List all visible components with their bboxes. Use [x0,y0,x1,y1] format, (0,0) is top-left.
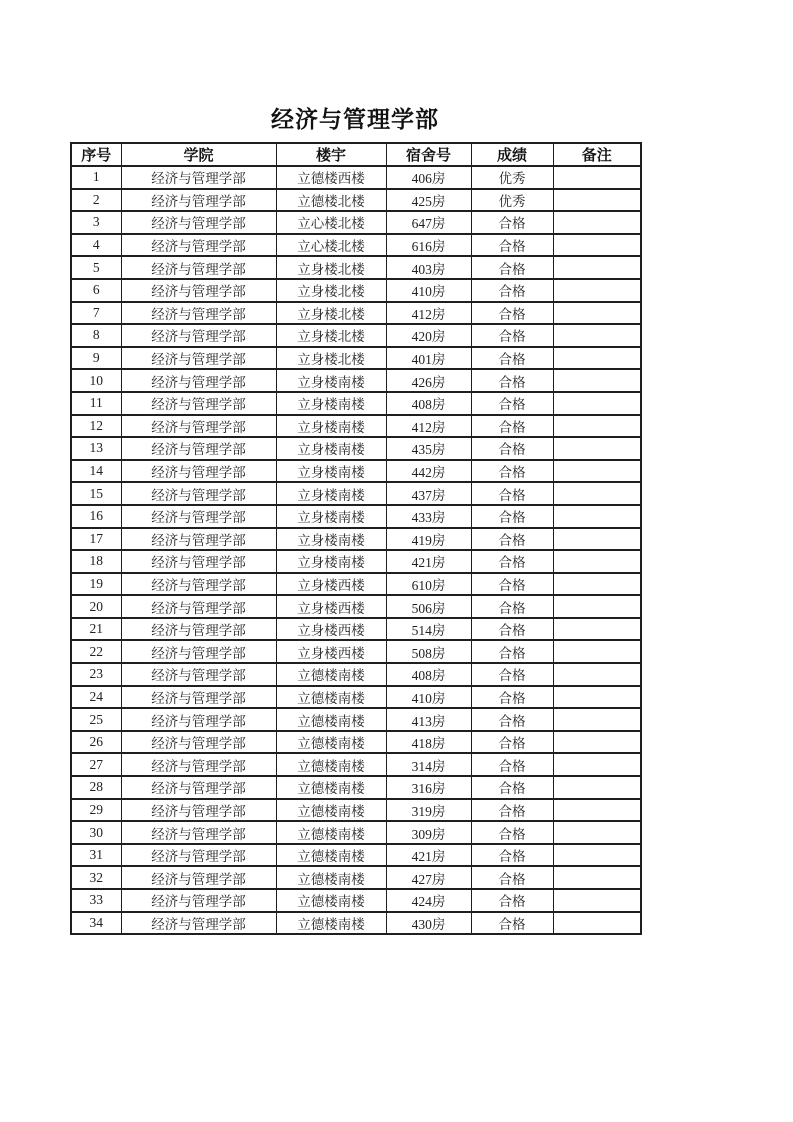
cell-room: 506房 [386,595,471,618]
cell-index: 30 [71,821,121,844]
cell-index: 23 [71,663,121,686]
cell-room: 616房 [386,234,471,257]
header-cell-remark: 备注 [553,143,641,166]
cell-grade: 合格 [471,256,553,279]
cell-index: 25 [71,708,121,731]
table-row [71,595,641,618]
table-row [71,573,641,596]
cell-index: 27 [71,753,121,776]
table-row [71,618,641,641]
cell-index: 34 [71,912,121,935]
cell-college: 经济与管理学部 [121,392,276,415]
cell-remark [553,618,641,641]
cell-grade: 合格 [471,505,553,528]
cell-college: 经济与管理学部 [121,528,276,551]
cell-grade: 合格 [471,550,553,573]
cell-grade: 合格 [471,573,553,596]
cell-remark [553,708,641,731]
cell-index: 31 [71,844,121,867]
cell-college: 经济与管理学部 [121,189,276,212]
cell-building: 立身楼北楼 [276,347,386,370]
cell-room: 421房 [386,844,471,867]
cell-college: 经济与管理学部 [121,415,276,438]
cell-building: 立身楼西楼 [276,595,386,618]
cell-grade: 合格 [471,324,553,347]
cell-grade: 合格 [471,392,553,415]
table-row [71,889,641,912]
table-body [71,166,641,934]
cell-grade: 合格 [471,799,553,822]
cell-building: 立德楼南楼 [276,799,386,822]
table-row [71,753,641,776]
cell-college: 经济与管理学部 [121,686,276,709]
cell-room: 430房 [386,912,471,935]
cell-remark [553,392,641,415]
cell-grade: 合格 [471,663,553,686]
table-row [71,866,641,889]
cell-remark [553,369,641,392]
cell-college: 经济与管理学部 [121,821,276,844]
cell-index: 5 [71,256,121,279]
cell-index: 33 [71,889,121,912]
cell-remark [553,256,641,279]
cell-room: 410房 [386,279,471,302]
cell-building: 立身楼北楼 [276,256,386,279]
table-row [71,844,641,867]
cell-college: 经济与管理学部 [121,731,276,754]
cell-grade: 合格 [471,595,553,618]
cell-college: 经济与管理学部 [121,753,276,776]
cell-building: 立德楼南楼 [276,821,386,844]
header-cell-building: 楼宇 [276,143,386,166]
cell-grade: 合格 [471,866,553,889]
cell-grade: 合格 [471,347,553,370]
cell-room: 435房 [386,437,471,460]
cell-remark [553,505,641,528]
cell-room: 508房 [386,640,471,663]
cell-college: 经济与管理学部 [121,595,276,618]
cell-remark [553,482,641,505]
cell-college: 经济与管理学部 [121,889,276,912]
cell-building: 立身楼南楼 [276,550,386,573]
cell-grade: 合格 [471,708,553,731]
cell-college: 经济与管理学部 [121,776,276,799]
cell-college: 经济与管理学部 [121,234,276,257]
cell-room: 418房 [386,731,471,754]
table-row [71,189,641,212]
cell-remark [553,799,641,822]
cell-remark [553,821,641,844]
cell-index: 3 [71,211,121,234]
cell-building: 立身楼西楼 [276,618,386,641]
cell-college: 经济与管理学部 [121,912,276,935]
cell-remark [553,889,641,912]
cell-college: 经济与管理学部 [121,844,276,867]
cell-building: 立德楼南楼 [276,776,386,799]
cell-college: 经济与管理学部 [121,211,276,234]
cell-college: 经济与管理学部 [121,460,276,483]
cell-room: 420房 [386,324,471,347]
cell-building: 立身楼西楼 [276,573,386,596]
cell-building: 立德楼南楼 [276,912,386,935]
cell-remark [553,776,641,799]
cell-remark [553,753,641,776]
cell-remark [553,211,641,234]
cell-grade: 合格 [471,482,553,505]
cell-index: 11 [71,392,121,415]
cell-index: 15 [71,482,121,505]
table-row [71,799,641,822]
cell-grade: 合格 [471,460,553,483]
cell-building: 立身楼北楼 [276,302,386,325]
cell-remark [553,640,641,663]
cell-grade: 合格 [471,234,553,257]
cell-room: 419房 [386,528,471,551]
table-row [71,437,641,460]
table-row [71,256,641,279]
table-row [71,528,641,551]
cell-index: 10 [71,369,121,392]
cell-room: 610房 [386,573,471,596]
cell-room: 314房 [386,753,471,776]
cell-index: 16 [71,505,121,528]
table-row [71,505,641,528]
cell-room: 433房 [386,505,471,528]
cell-room: 412房 [386,302,471,325]
cell-remark [553,279,641,302]
cell-building: 立身楼南楼 [276,505,386,528]
cell-grade: 合格 [471,844,553,867]
cell-remark [553,866,641,889]
cell-building: 立身楼南楼 [276,482,386,505]
cell-remark [553,324,641,347]
cell-index: 8 [71,324,121,347]
table-row [71,279,641,302]
cell-grade: 合格 [471,618,553,641]
cell-grade: 合格 [471,821,553,844]
table-row [71,821,641,844]
cell-college: 经济与管理学部 [121,550,276,573]
cell-grade: 合格 [471,889,553,912]
cell-remark [553,912,641,935]
table-row [71,211,641,234]
cell-building: 立心楼北楼 [276,234,386,257]
table-row [71,686,641,709]
cell-index: 32 [71,866,121,889]
cell-index: 29 [71,799,121,822]
cell-room: 514房 [386,618,471,641]
cell-index: 12 [71,415,121,438]
cell-room: 437房 [386,482,471,505]
cell-college: 经济与管理学部 [121,279,276,302]
cell-building: 立德楼南楼 [276,866,386,889]
cell-index: 19 [71,573,121,596]
cell-index: 9 [71,347,121,370]
cell-grade: 合格 [471,369,553,392]
cell-grade: 合格 [471,437,553,460]
cell-room: 316房 [386,776,471,799]
table-row [71,663,641,686]
cell-index: 7 [71,302,121,325]
cell-room: 426房 [386,369,471,392]
cell-grade: 合格 [471,415,553,438]
table-row [71,731,641,754]
cell-building: 立德楼南楼 [276,708,386,731]
table-row [71,392,641,415]
cell-college: 经济与管理学部 [121,324,276,347]
cell-building: 立身楼南楼 [276,460,386,483]
cell-room: 309房 [386,821,471,844]
cell-building: 立心楼北楼 [276,211,386,234]
cell-index: 6 [71,279,121,302]
cell-index: 4 [71,234,121,257]
cell-remark [553,415,641,438]
cell-college: 经济与管理学部 [121,799,276,822]
header-cell-room: 宿舍号 [386,143,471,166]
cell-room: 319房 [386,799,471,822]
cell-building: 立德楼南楼 [276,731,386,754]
cell-remark [553,234,641,257]
cell-grade: 合格 [471,686,553,709]
cell-college: 经济与管理学部 [121,663,276,686]
cell-remark [553,731,641,754]
table-row [71,302,641,325]
table-row [71,347,641,370]
cell-remark [553,663,641,686]
cell-room: 421房 [386,550,471,573]
cell-remark [553,844,641,867]
cell-remark [553,686,641,709]
cell-index: 24 [71,686,121,709]
cell-grade: 合格 [471,302,553,325]
page-title: 经济与管理学部 [271,107,439,132]
cell-room: 410房 [386,686,471,709]
cell-remark [553,302,641,325]
header-cell-index: 序号 [71,143,121,166]
cell-college: 经济与管理学部 [121,256,276,279]
cell-remark [553,595,641,618]
cell-remark [553,166,641,189]
table-row [71,708,641,731]
cell-building: 立德楼南楼 [276,753,386,776]
cell-remark [553,347,641,370]
cell-college: 经济与管理学部 [121,708,276,731]
cell-building: 立德楼西楼 [276,166,386,189]
dorm-inspection-table [70,142,642,935]
cell-index: 20 [71,595,121,618]
cell-remark [553,460,641,483]
cell-index: 17 [71,528,121,551]
cell-remark [553,550,641,573]
cell-building: 立德楼南楼 [276,844,386,867]
cell-room: 401房 [386,347,471,370]
cell-building: 立德楼北楼 [276,189,386,212]
table-row [71,460,641,483]
table-row [71,912,641,935]
cell-building: 立身楼北楼 [276,279,386,302]
cell-remark [553,528,641,551]
cell-remark [553,437,641,460]
header-cell-college: 学院 [121,143,276,166]
cell-index: 18 [71,550,121,573]
cell-building: 立身楼南楼 [276,528,386,551]
table-row [71,482,641,505]
cell-remark [553,189,641,212]
table-row [71,324,641,347]
cell-college: 经济与管理学部 [121,302,276,325]
cell-room: 403房 [386,256,471,279]
cell-college: 经济与管理学部 [121,573,276,596]
cell-room: 408房 [386,663,471,686]
cell-index: 28 [71,776,121,799]
cell-room: 425房 [386,189,471,212]
cell-grade: 合格 [471,912,553,935]
cell-college: 经济与管理学部 [121,482,276,505]
cell-room: 427房 [386,866,471,889]
cell-college: 经济与管理学部 [121,369,276,392]
cell-college: 经济与管理学部 [121,640,276,663]
cell-room: 406房 [386,166,471,189]
cell-grade: 合格 [471,528,553,551]
cell-building: 立身楼南楼 [276,369,386,392]
cell-grade: 合格 [471,776,553,799]
cell-grade: 优秀 [471,166,553,189]
cell-grade: 合格 [471,731,553,754]
cell-room: 412房 [386,415,471,438]
cell-room: 408房 [386,392,471,415]
cell-college: 经济与管理学部 [121,347,276,370]
cell-grade: 优秀 [471,189,553,212]
cell-building: 立身楼南楼 [276,392,386,415]
cell-room: 424房 [386,889,471,912]
cell-grade: 合格 [471,640,553,663]
table-row [71,369,641,392]
cell-index: 2 [71,189,121,212]
cell-college: 经济与管理学部 [121,437,276,460]
cell-grade: 合格 [471,753,553,776]
cell-building: 立德楼南楼 [276,889,386,912]
cell-college: 经济与管理学部 [121,505,276,528]
cell-index: 21 [71,618,121,641]
table-row [71,550,641,573]
cell-college: 经济与管理学部 [121,618,276,641]
cell-room: 413房 [386,708,471,731]
table-row [71,166,641,189]
table-row [71,234,641,257]
cell-room: 442房 [386,460,471,483]
cell-grade: 合格 [471,211,553,234]
cell-building: 立身楼北楼 [276,324,386,347]
table-header-row [71,143,641,166]
cell-index: 26 [71,731,121,754]
cell-building: 立身楼南楼 [276,437,386,460]
table-row [71,415,641,438]
cell-building: 立身楼西楼 [276,640,386,663]
cell-index: 1 [71,166,121,189]
cell-college: 经济与管理学部 [121,166,276,189]
table-row [71,776,641,799]
table-row [71,640,641,663]
cell-college: 经济与管理学部 [121,866,276,889]
cell-building: 立德楼南楼 [276,686,386,709]
cell-index: 22 [71,640,121,663]
header-cell-grade: 成绩 [471,143,553,166]
cell-index: 14 [71,460,121,483]
cell-room: 647房 [386,211,471,234]
cell-building: 立身楼南楼 [276,415,386,438]
cell-remark [553,573,641,596]
cell-building: 立德楼南楼 [276,663,386,686]
cell-grade: 合格 [471,279,553,302]
cell-index: 13 [71,437,121,460]
